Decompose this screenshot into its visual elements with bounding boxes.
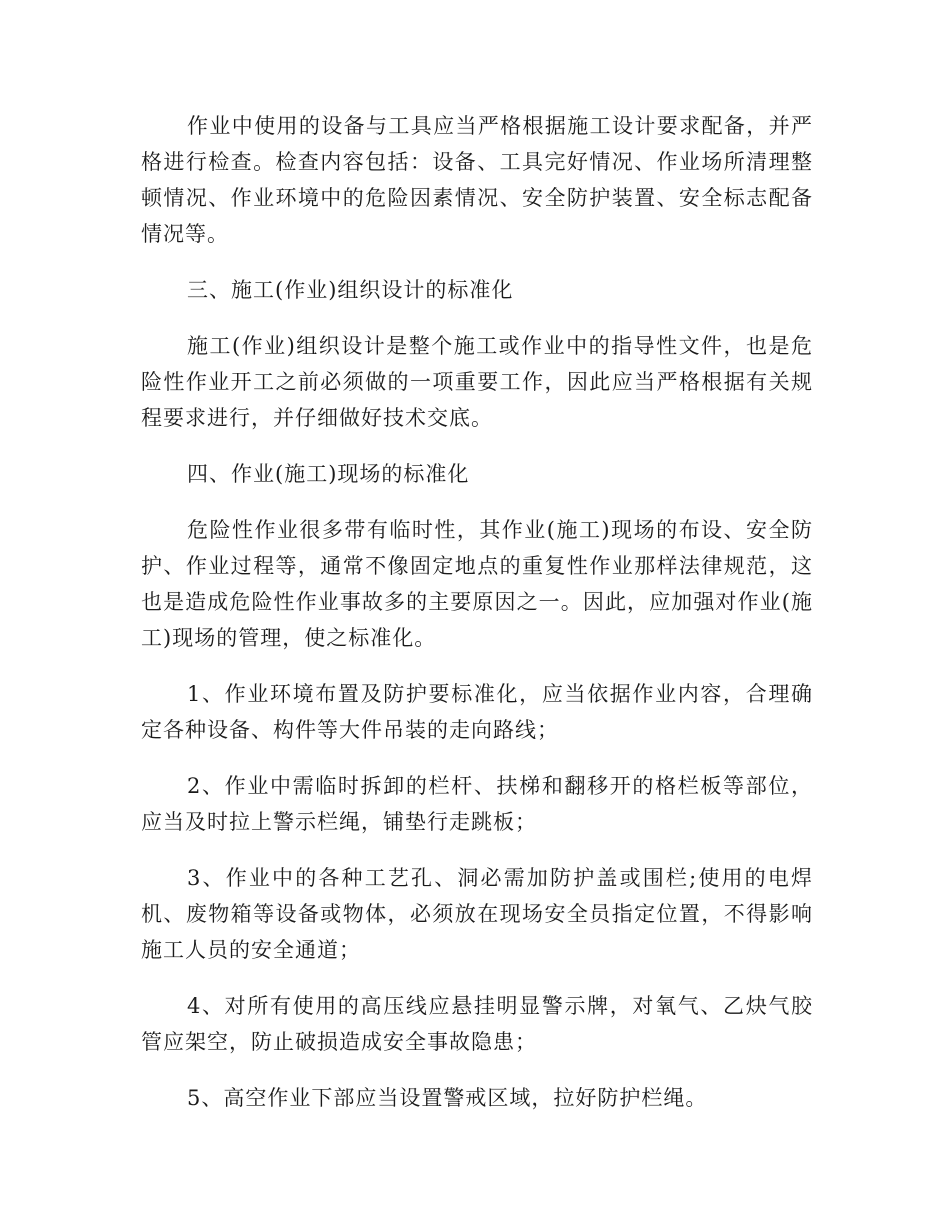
paragraph-organization-design: 施工(作业)组织设计是整个施工或作业中的指导性文件，也是危险性作业开工之前必须做的一项重要工作，因此应当严格根据有关规程要求进行，并仔细做好技术交底。 [141,334,813,430]
section-heading-organization-design: 三、施工(作业)组织设计的标准化 [187,278,514,302]
list-item-3: 3、作业中的各种工艺孔、洞必需加防护盖或围栏;使用的电焊机、废物箱等设备或物体，必须放在现场安全员指定位置，不得影响施工人员的安全通道； [141,866,813,962]
list-item-2: 2、作业中需临时拆卸的栏杆、扶梯和翻移开的格栏板等部位，应当及时拉上警示栏绳，铺垫行走跳板； [141,774,813,834]
list-item-1: 1、作业环境布置及防护要标准化，应当依据作业内容，合理确定各种设备、构件等大件吊装的走向路线； [141,682,813,742]
section-heading-site-standardization: 四、作业(施工)现场的标准化 [187,462,470,486]
list-item-5: 5、高空作业下部应当设置警戒区域，拉好防护栏绳。 [187,1086,708,1110]
paragraph-site-standardization: 危险性作业很多带有临时性，其作业(施工)现场的布设、安全防护、作业过程等，通常不像固定地点的重复性作业那样法律规范，这也是造成危险性作业事故多的主要原因之一。因此，应加强对作业(施工)现场的管理，使之标准化。 [141,518,813,650]
list-item-4: 4、对所有使用的高压线应悬挂明显警示牌，对氧气、乙炔气胶管应架空，防止破损造成安全事故隐患； [141,994,813,1054]
paragraph-equipment-inspection: 作业中使用的设备与工具应当严格根据施工设计要求配备，并严格进行检查。检查内容包括：设备、工具完好情况、作业场所清理整顿情况、作业环境中的危险因素情况、安全防护装置、安全标志配备情况等。 [141,114,813,246]
document-body [141,108,813,1136]
